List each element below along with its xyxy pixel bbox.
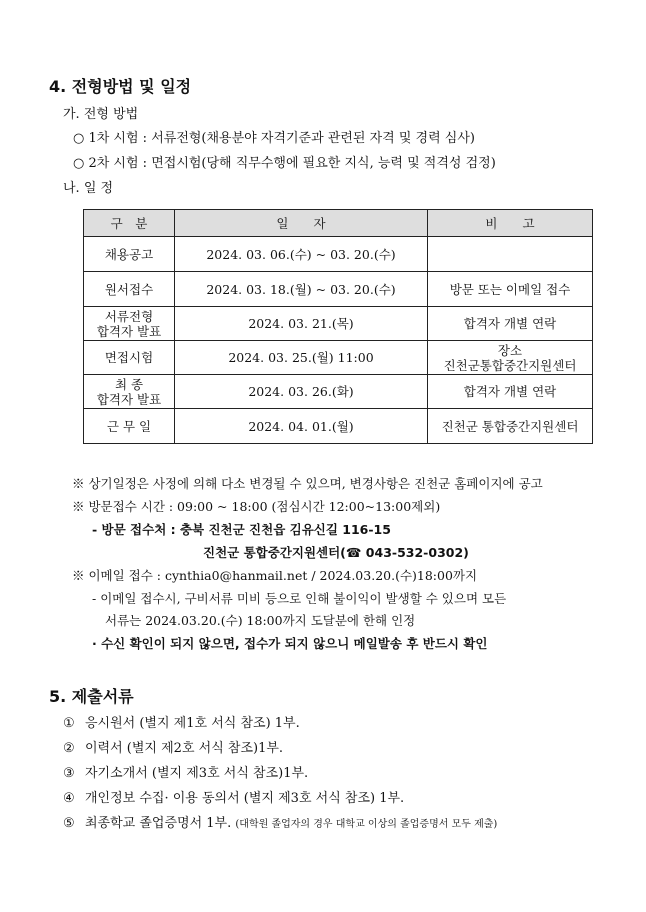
row-note [428, 237, 593, 272]
item-number: ⑤ [63, 816, 75, 831]
row-date: 2024. 03. 18.(월) ~ 03. 20.(수) [175, 272, 428, 307]
table-row [84, 409, 593, 444]
section-4-title: 4. 전형방법 및 일정 [49, 77, 192, 96]
row-note: 합격자 개별 연락 [428, 307, 593, 341]
item-text: 자기소개서 (별지 제3호 서식 참조)1부. [85, 766, 309, 781]
note-visit-hours: ※ 방문접수 시간 : 09:00 ~ 18:00 (점심시간 12:00~13:00제외) [72, 499, 441, 514]
note-email-warning: - 이메일 접수시, 구비서류 미비 등으로 인해 불이익이 발생할 수 있으며 모든 [92, 591, 507, 606]
row-date: 2024. 04. 01.(월) [175, 409, 428, 444]
row-note-line2: 진천군통합중간지원센터 [443, 357, 577, 373]
item-number: ② [63, 741, 75, 756]
row-category: 원서접수 [84, 272, 175, 307]
document-item [63, 812, 497, 831]
header-date: 일 자 [175, 210, 428, 237]
row-category-line1: 최 종 [114, 376, 144, 392]
item-number: ① [63, 716, 75, 731]
row-date: 2024. 03. 25.(월) 11:00 [175, 341, 428, 375]
table-row [84, 272, 593, 307]
row-category: 면접시험 [84, 341, 175, 375]
document-item [63, 762, 308, 781]
note-schedule-change: ※ 상기일정은 사정에 의해 다소 변경될 수 있으며, 변경사항은 진천군 홈페이지에 공고 [72, 476, 543, 491]
header-category: 구 분 [84, 210, 175, 237]
subsection-a-label: 가. 전형 방법 [63, 107, 139, 122]
note-visit-address: - 방문 접수처 : 충북 진천군 진천읍 김유신길 116-15 [92, 522, 391, 537]
row-note: 합격자 개별 연락 [428, 375, 593, 409]
document-item [63, 737, 283, 756]
row-category: 채용공고 [84, 237, 175, 272]
item-number: ③ [63, 766, 75, 781]
table-header-row [84, 210, 593, 237]
item-text: 최종학교 졸업증명서 1부. [85, 816, 232, 831]
row-date: 2024. 03. 26.(화) [175, 375, 428, 409]
document-item [63, 787, 404, 806]
row-note [428, 341, 593, 375]
item-number: ④ [63, 791, 75, 806]
note-visit-center: 진천군 통합중간지원센터(☎ 043-532-0302) [203, 545, 469, 560]
row-category-line1: 서류전형 [104, 308, 154, 324]
item-text: 개인정보 수집· 이용 동의서 (별지 제3호 서식 참조) 1부. [85, 791, 405, 806]
table-row [84, 307, 593, 341]
row-note-line1: 장소 [497, 342, 523, 358]
row-category-line2: 합격자 발표 [96, 391, 162, 407]
row-category [84, 307, 175, 341]
method-2: ○ 2차 시험 : 면접시험(당해 직무수행에 필요한 지식, 능력 및 적격성 검정) [73, 156, 496, 171]
subsection-b-label: 나. 일 정 [63, 181, 114, 196]
row-note: 진천군 통합중간지원센터 [428, 409, 593, 444]
note-email: ※ 이메일 접수 : cynthia0@hanmail.net / 2024.03.20.(수)18:00까지 [72, 568, 478, 583]
table-row [84, 237, 593, 272]
note-confirm-receipt: · 수신 확인이 되지 않으면, 접수가 되지 않으니 메일발송 후 반드시 확인 [92, 636, 488, 651]
note-email-deadline: 서류는 2024.03.20.(수) 18:00까지 도달분에 한해 인정 [105, 613, 416, 628]
item-text: 이력서 (별지 제2호 서식 참조)1부. [85, 741, 284, 756]
item-text: 응시원서 (별지 제1호 서식 참조) 1부. [85, 716, 300, 731]
section-5-title: 5. 제출서류 [49, 687, 134, 706]
item-note: (대학원 졸업자의 경우 대학교 이상의 졸업증명서 모두 제출) [235, 819, 498, 830]
row-date: 2024. 03. 21.(목) [175, 307, 428, 341]
row-date: 2024. 03. 06.(수) ~ 03. 20.(수) [175, 237, 428, 272]
header-note: 비 고 [428, 210, 593, 237]
schedule-table [83, 209, 593, 444]
row-category-line2: 합격자 발표 [96, 323, 162, 339]
document-item [63, 712, 300, 731]
table-row [84, 341, 593, 375]
row-category [84, 375, 175, 409]
row-note: 방문 또는 이메일 접수 [428, 272, 593, 307]
method-1: ○ 1차 시험 : 서류전형(채용분야 자격기준과 관련된 자격 및 경력 심사) [73, 131, 475, 146]
row-category: 근 무 일 [84, 409, 175, 444]
table-row [84, 375, 593, 409]
